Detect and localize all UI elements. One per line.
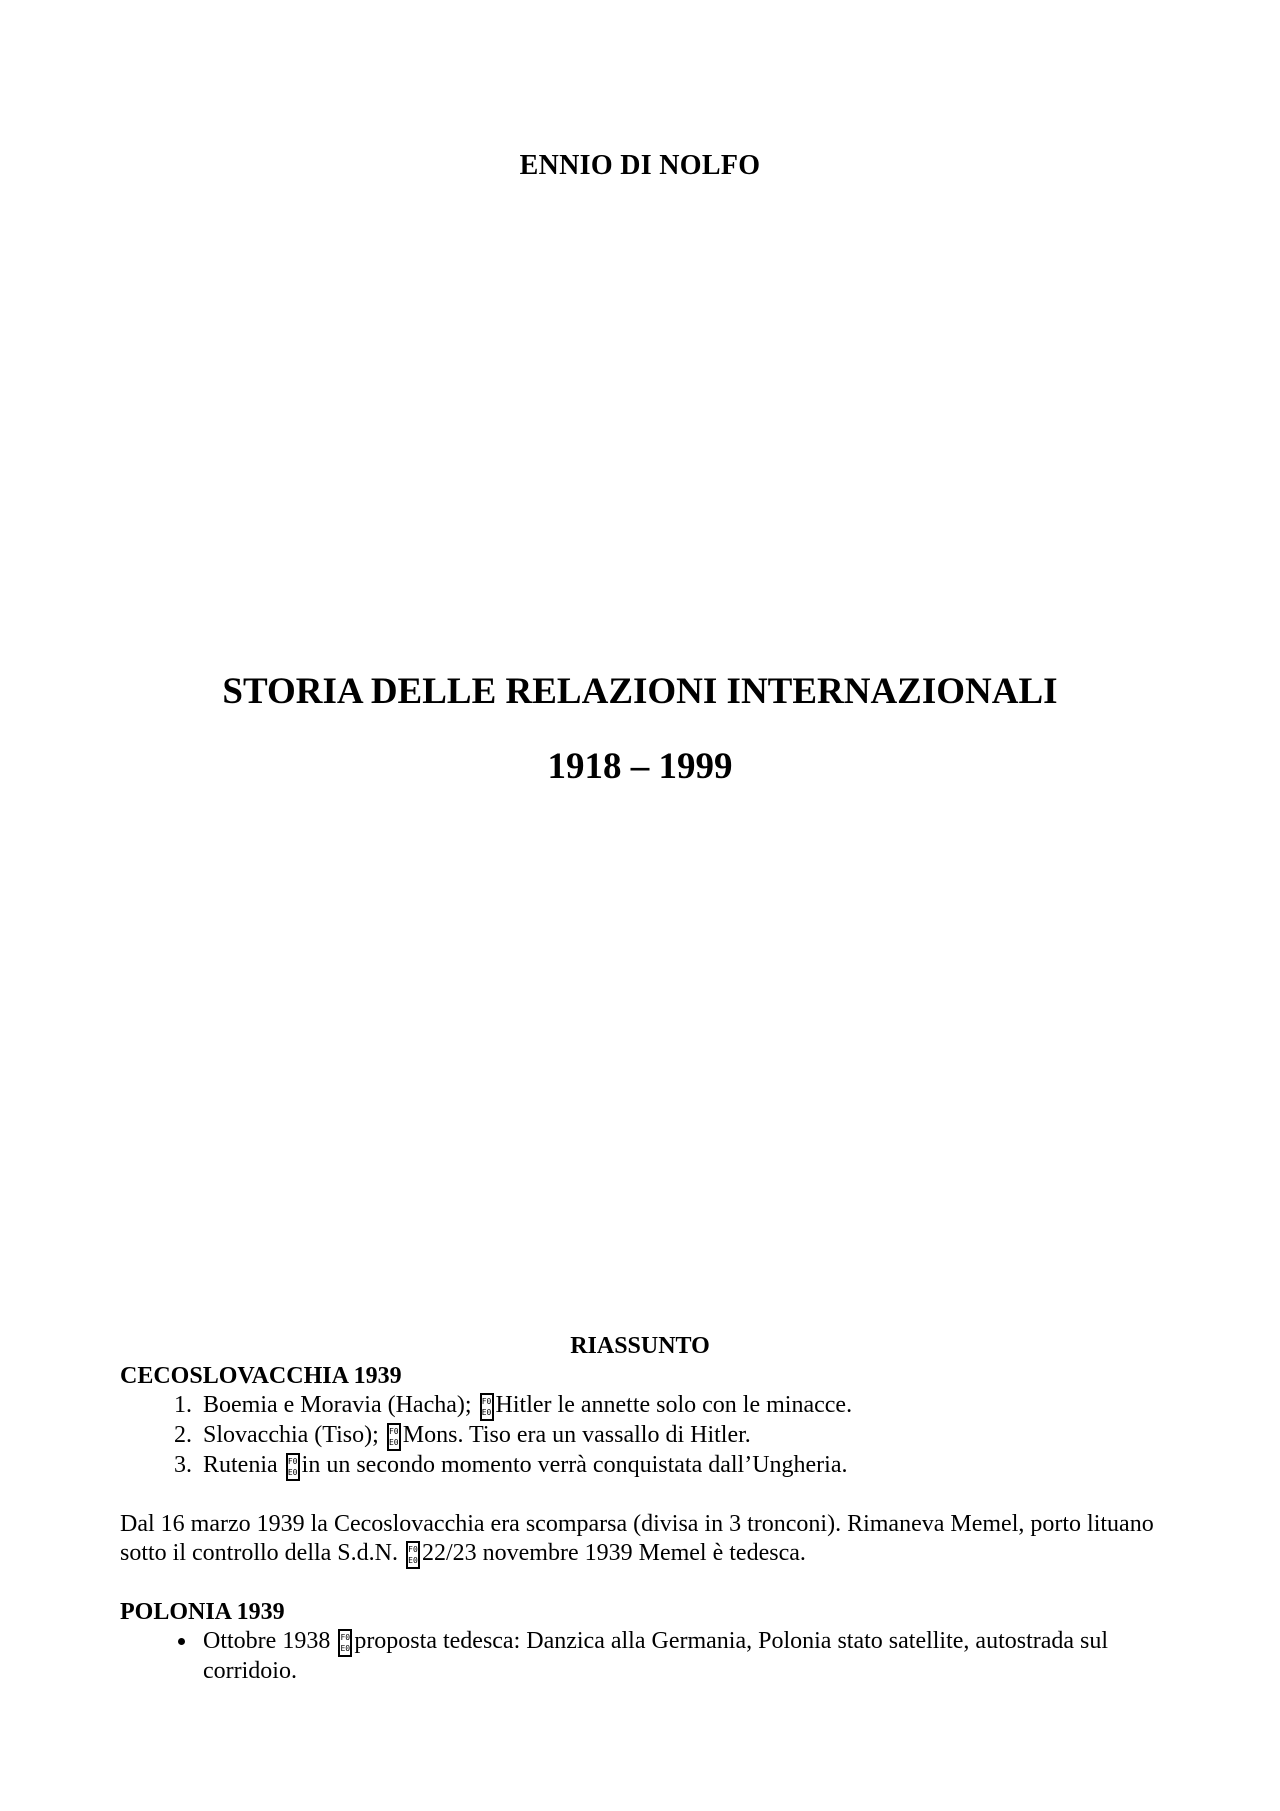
book-years: 1918 – 1999 xyxy=(547,746,733,787)
book-title: STORIA DELLE RELAZIONI INTERNAZIONALI xyxy=(222,671,1058,712)
list-item xyxy=(198,1391,1170,1421)
polonia-list xyxy=(120,1627,1170,1686)
missing-glyph-icon: F0 E0 xyxy=(480,1393,494,1421)
missing-glyph-icon: F0 E0 xyxy=(338,1629,352,1657)
section-heading-cecoslovacchia: CECOSLOVACCHIA 1939 xyxy=(120,1363,402,1389)
paragraph-text-before: Dal 16 marzo 1939 la Cecoslovacchia era scomparsa (divisa in 3 tronconi). Rimaneva Memel, porto lituano sotto il controllo della S.d.N. xyxy=(120,1511,1154,1566)
summary-heading: RIASSUNTO xyxy=(570,1333,710,1359)
missing-glyph-icon: F0 E0 xyxy=(406,1541,420,1569)
item-text-after: in un secondo momento verrà conquistata dall’Ungheria. xyxy=(301,1452,848,1478)
missing-glyph-icon: F0 E0 xyxy=(387,1423,401,1451)
missing-glyph-icon: F0 E0 xyxy=(286,1453,300,1481)
list-item xyxy=(198,1421,1170,1451)
paragraph-memel xyxy=(120,1510,1170,1569)
item-text-after: Mons. Tiso era un vassallo di Hitler. xyxy=(402,1422,751,1448)
item-text-after: proposta tedesca: Danzica alla Germania, Polonia stato satellite, autostrada sul corridoio. xyxy=(203,1628,1109,1684)
section-heading-polonia: POLONIA 1939 xyxy=(120,1599,285,1625)
author-name: ENNIO DI NOLFO xyxy=(519,150,761,181)
item-text-before: Boemia e Moravia (Hacha); xyxy=(203,1392,478,1418)
paragraph-text-after: 22/23 novembre 1939 Memel è tedesca. xyxy=(421,1540,806,1566)
item-text-before: Rutenia xyxy=(203,1452,284,1478)
item-text-after: Hitler le annette solo con le minacce. xyxy=(495,1392,853,1418)
list-item xyxy=(198,1627,1170,1686)
cecoslovacchia-list xyxy=(120,1391,1170,1481)
item-text-before: Ottobre 1938 xyxy=(203,1628,337,1654)
list-item xyxy=(198,1451,1170,1481)
item-text-before: Slovacchia (Tiso); xyxy=(203,1422,385,1448)
summary-content xyxy=(120,1362,1170,1686)
